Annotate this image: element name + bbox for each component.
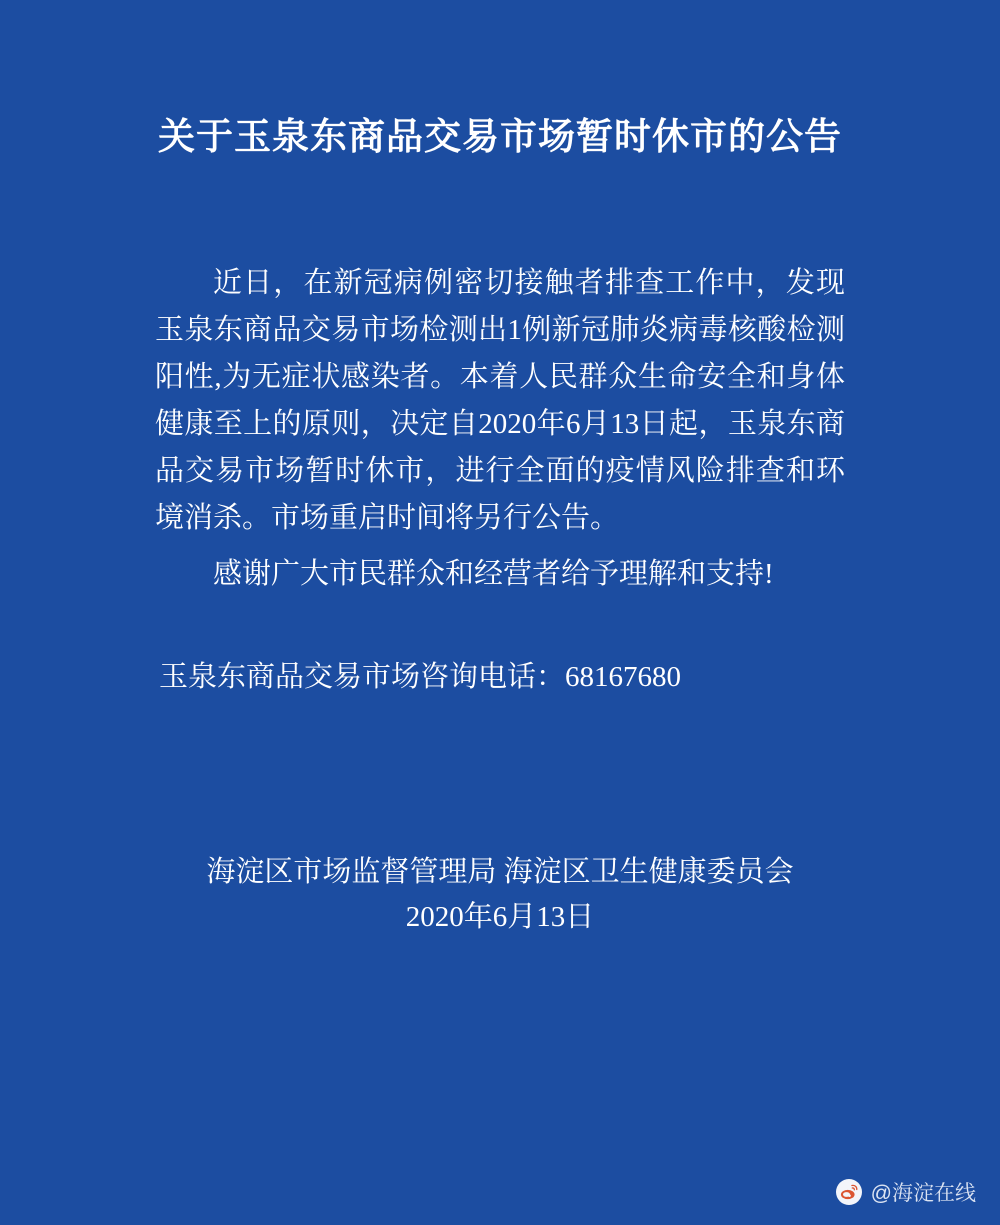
watermark: [836, 1177, 976, 1207]
signature-organizations: 海淀区市场监督管理局 海淀区卫生健康委员会: [206, 855, 794, 888]
watermark-handle: @海淀在线: [870, 1181, 976, 1205]
page-title: 关于玉泉东商品交易市场暂时休市的公告: [158, 115, 842, 157]
notice-paragraph-2: 感谢广大市民群众和经营者给予理解和支持!: [213, 558, 774, 591]
notice-page: [0, 25, 1000, 1225]
signature-date: 2020年6月13日: [405, 900, 595, 933]
notice-paragraph-1: 近日，在新冠病例密切接触者排查工作中，发现玉泉东商品交易市场检测出1例新冠肺炎病毒核酸检测阳性,为无症状感染者。本着人民群众生命安全和身体健康至上的原则，决定自2020年6月13日起，玉泉东商品交易市场暂时休市，进行全面的疫情风险排查和环境消杀。市场重启时间将另行公告。: [155, 266, 845, 534]
notice-body: [155, 186, 845, 701]
weibo-icon: [836, 1179, 862, 1205]
signature-block: [0, 850, 1000, 940]
contact-phone-line: 玉泉东商品交易市场咨询电话：68167680: [159, 661, 682, 694]
